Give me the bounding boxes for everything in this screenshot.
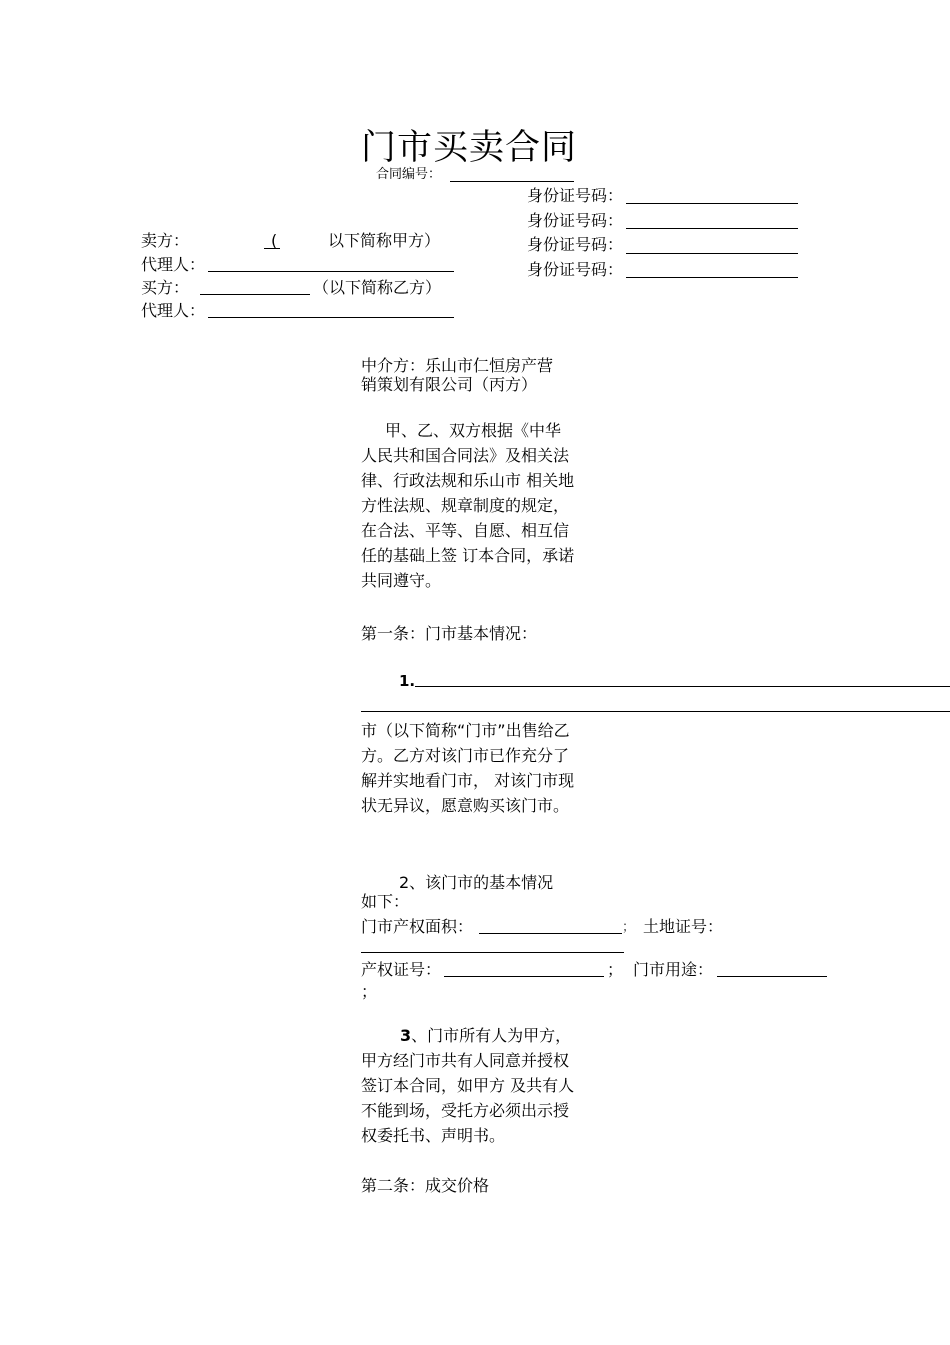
land-cert-blank <box>361 952 624 953</box>
usage-trailing-semicolon: ； <box>361 982 378 1001</box>
item-1-paragraph <box>361 718 576 818</box>
seller-paren: ( <box>271 231 278 250</box>
item-3-paragraph <box>361 1023 576 1148</box>
property-cert-blank <box>444 976 604 977</box>
id-number-label-1: 身份证号码： <box>527 186 624 205</box>
intermediary-line-2: 销策划有限公司（丙方） <box>361 375 538 394</box>
property-cert-semicolon: ； <box>607 960 624 979</box>
item-1-blank-2 <box>361 711 950 712</box>
article-2-heading: 第二条：成交价格 <box>361 1176 490 1195</box>
item-3-text: 、门市所有人为甲方，甲方经门市共有人同意并授权签订本合同，如甲方 及共有人不能到场，受托方必须出示授权委托书、声明书。 <box>361 1026 575 1145</box>
id-number-blank-1 <box>626 203 798 204</box>
seller-agent-blank <box>208 271 454 272</box>
intermediary-line-1: 中介方：乐山市仁恒房产营 <box>361 356 554 375</box>
item-2-intro-line-2: 如下： <box>361 892 410 911</box>
area-label: 门市产权面积： <box>361 917 474 936</box>
usage-label: 门市用途： <box>633 960 714 979</box>
item-1-blank-1 <box>415 686 950 687</box>
preamble-text: 甲、乙、双方根据《中华人民共和国合同法》及相关法律、行政法规和乐山市 相关地方性法规、规章制度的规定，在合法、平等、自愿、相互信任的基础上签 订本合同，承诺共同遵守。 <box>361 421 575 590</box>
preamble-paragraph <box>361 418 576 593</box>
item-1-text: 市（以下简称“门市”出售给乙方。乙方对该门市已作充分了解并实地看门市， 对该门市现状无异议，愿意购买该门市。 <box>361 721 575 815</box>
buyer-agent-blank <box>208 317 454 318</box>
seller-blank <box>264 248 280 249</box>
item-1-number: 1. <box>399 672 416 690</box>
item-2-intro-line-1: 2、该门市的基本情况 <box>399 873 554 892</box>
id-number-blank-4 <box>626 277 798 278</box>
seller-agent-label: 代理人： <box>141 255 206 274</box>
seller-label: 卖方： <box>141 231 190 250</box>
id-number-label-2: 身份证号码： <box>527 211 624 230</box>
usage-blank <box>717 976 827 977</box>
contract-number-label: 合同编号： <box>376 167 442 182</box>
article-1-heading: 第一条：门市基本情况： <box>361 624 538 643</box>
item-3-number: 3 <box>400 1026 412 1045</box>
document-title: 门市买卖合同 <box>361 128 578 168</box>
land-cert-label: 土地证号： <box>643 917 724 936</box>
seller-alias: 以下简称甲方） <box>328 231 441 250</box>
area-semicolon: ； <box>622 920 636 935</box>
id-number-blank-3 <box>626 253 798 254</box>
buyer-alias: （以下简称乙方） <box>313 278 442 297</box>
area-blank <box>479 933 622 934</box>
buyer-agent-label: 代理人： <box>141 301 206 320</box>
buyer-blank <box>200 294 310 295</box>
id-number-blank-2 <box>626 228 798 229</box>
buyer-label: 买方： <box>141 278 190 297</box>
contract-number-blank <box>450 181 574 182</box>
id-number-label-4: 身份证号码： <box>527 260 624 279</box>
id-number-label-3: 身份证号码： <box>527 235 624 254</box>
property-cert-label: 产权证号： <box>361 960 442 979</box>
